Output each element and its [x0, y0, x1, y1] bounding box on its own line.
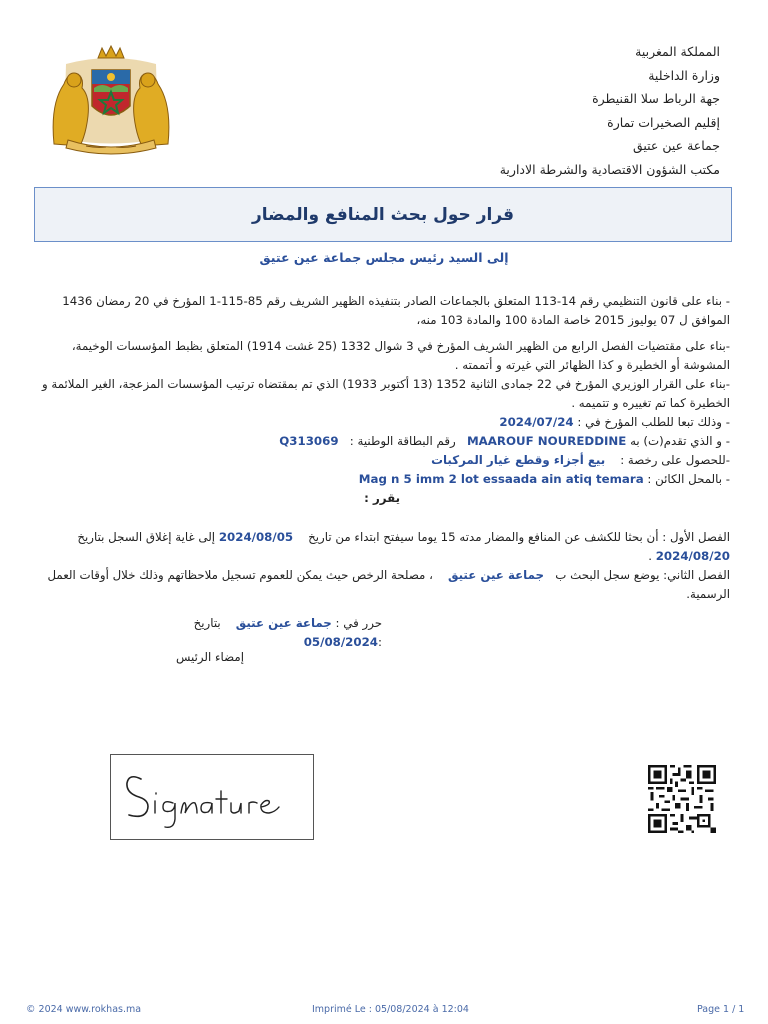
signature-box [110, 754, 314, 840]
article-one-text-a: الفصل الأول : أن بحثا للكشف عن المنافع والمضار مدته 15 يوما سيفتح ابتداء من تاريخ [308, 530, 730, 544]
addressee: إلى السيد رئيس مجلس جماعة عين عتيق [259, 250, 509, 265]
article-one: الفصل الأول : أن بحثا للكشف عن المنافع والمضار مدته 15 يوما سيفتح ابتداء من تاريخ 2024/08/05 إلى غاية إغلاق السجل بتاريخ 2024/08/20 . [77, 530, 730, 563]
article-one-end-date: 2024/08/20 [655, 549, 730, 563]
license-type: بيع أجزاء وقطع غيار المركبات [431, 453, 606, 467]
article-two-place: جماعة عين عتيق [447, 568, 545, 582]
date-label: بتاريخ : [193, 616, 382, 649]
address-label: - بالمحل الكائن : [647, 472, 730, 486]
id-number: Q313069 [279, 434, 339, 448]
qr-code [647, 765, 717, 833]
handwritten-signature [111, 755, 313, 839]
president-signature-label: إمضاء الرئيس [176, 650, 244, 664]
address-line [36, 470, 730, 489]
header-province: إقليم الصخيرات تمارة [607, 114, 720, 130]
header-kingdom: المملكة المغربية [635, 44, 720, 59]
header-commune: جماعة عين عتيق [632, 138, 720, 153]
request-line [36, 413, 730, 432]
articles [36, 528, 730, 604]
id-label: رقم البطاقة الوطنية : [349, 434, 456, 448]
document-title: قرار حول بحث المنافع والمضار [251, 204, 515, 225]
decision-body [36, 292, 730, 604]
article-two [36, 566, 730, 604]
header-region: جهة الرباط سلا القنيطرة [592, 91, 720, 106]
footer-printed-date: Imprimé Le : 05/08/2024 à 12:04 [312, 1004, 469, 1015]
footer-copyright: © 2024 www.rokhas.ma [26, 1004, 142, 1015]
article-two-text-b: ، مصلحة الرخص حيث يمكن للعموم تسجيل ملاحظاتهم وذلك خلال أوقات العمل الرسمية. [47, 568, 730, 601]
consideration-decree: -بناء على القرار الوزيري المؤرخ في 22 جمادى الثانية 1352 (13 أكتوبر 1933) الذي تم بمقتضاه ترتيب المؤسسات المزعجة، الغير الملائمة و الخطيرة كما تم تغييره و تتميمه . [41, 377, 730, 410]
license-label: -للحصول على رخصة : [620, 453, 730, 467]
license-line [36, 451, 730, 470]
consideration-law: - بناء على قانون التنظيمي رقم 14-113 المتعلق بالجماعات الصادر بتنفيذه الظهير الشريف رقم 85-115-1 المؤرخ في 20 رمضان 1436 الموافق ل 07 يوليوز 2015 خاصة المادة 100 والمادة 103 منه، [62, 294, 730, 327]
article-two-text-a: الفصل الثاني: يوضع سجل البحث ب [555, 568, 730, 582]
made-in-place: جماعة عين عتيق [235, 616, 332, 630]
signature-date: 05/08/2024 [303, 635, 379, 649]
request-date: 2024/07/24 [499, 415, 574, 429]
header-office: مكتب الشؤون الاقتصادية والشرطة الادارية [499, 161, 720, 177]
article-one-text-b: إلى غاية إغلاق السجل بتاريخ [77, 530, 216, 544]
header-ministry: وزارة الداخلية [648, 67, 720, 83]
applicant-name: MAAROUF NOUREDDINE [466, 434, 627, 448]
coat-of-arms-emblem [46, 44, 176, 159]
consideration-dahir: -بناء على مقتضيات الفصل الرابع من الظهير الشريف المؤرخ في 3 شوال 1332 (25 غشت 1914) المتعلق بظبط المؤسسات الوخيمة، المشوشة أو الخطيرة و كذا الظهائر التي غيرته و أتممته . [71, 339, 730, 372]
applicant-line [36, 432, 730, 451]
made-in-line [112, 614, 382, 652]
request-label: - وذلك تبعا للطلب المؤرخ في : [577, 415, 730, 429]
decides-heading: يقرر : [364, 491, 400, 505]
made-in-label: حرر في : [335, 616, 382, 630]
footer-page-number: Page 1 / 1 [697, 1004, 745, 1015]
applicant-label: - و الذي تقدم(ت) به [630, 434, 730, 448]
title-box [34, 187, 732, 242]
shop-address: Mag n 5 imm 2 lot essaada ain atiq temara [358, 472, 644, 486]
header-block [420, 40, 720, 181]
article-one-start-date: 2024/08/05 [218, 530, 294, 544]
